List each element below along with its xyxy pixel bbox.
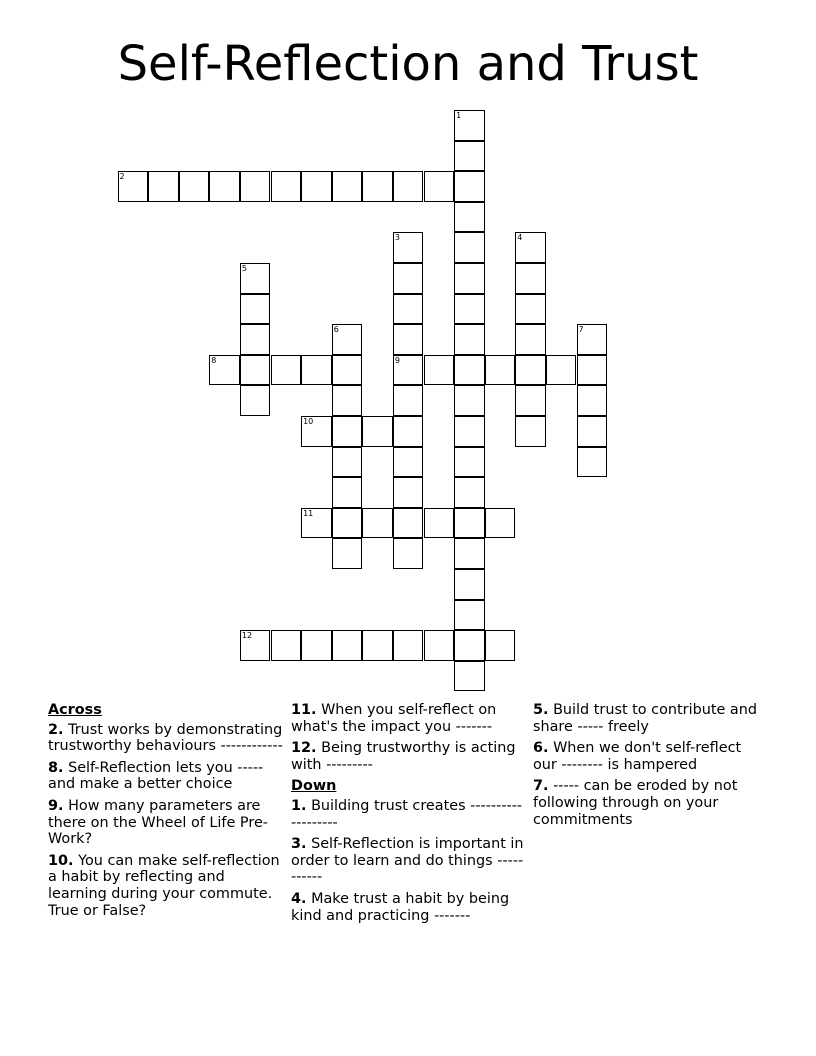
grid-cell[interactable]	[454, 477, 485, 508]
puzzle-title: Self-Reflection and Trust	[117, 36, 699, 92]
clue-number-label: 6	[333, 325, 339, 335]
grid-cell[interactable]	[454, 661, 485, 692]
grid-cell[interactable]	[454, 263, 485, 294]
clue-number: 1.	[291, 797, 307, 814]
clue-number: 10.	[48, 852, 74, 869]
clue-text: Being trustworthy is acting with ---------	[291, 740, 516, 773]
clue-number: 4.	[291, 890, 307, 907]
clue-item	[291, 836, 527, 886]
grid-cell[interactable]	[393, 416, 424, 447]
grid-cell[interactable]	[393, 447, 424, 478]
grid-cell[interactable]	[515, 232, 546, 263]
grid-cell[interactable]	[362, 630, 393, 661]
grid-cell[interactable]	[485, 508, 516, 539]
grid-cell[interactable]	[240, 385, 271, 416]
clue-number-label: 10	[303, 417, 314, 426]
grid-cell[interactable]	[454, 232, 485, 263]
clue-item	[291, 891, 527, 924]
grid-cell[interactable]	[454, 324, 485, 355]
clue-item	[48, 722, 284, 755]
grid-cell[interactable]	[454, 141, 485, 172]
grid-cell[interactable]	[454, 447, 485, 478]
grid-cell[interactable]	[271, 171, 302, 202]
clue-text: Trust works by demonstrating trustworthy behaviours ------------	[48, 721, 283, 755]
grid-cell[interactable]	[454, 385, 485, 416]
grid-cell[interactable]	[332, 447, 363, 478]
grid-cell[interactable]	[332, 630, 363, 661]
clue-number: 11.	[291, 702, 317, 718]
grid-cell[interactable]	[271, 630, 302, 661]
grid-cell[interactable]	[332, 416, 363, 447]
grid-cell[interactable]	[240, 263, 271, 294]
grid-cell[interactable]	[515, 355, 546, 386]
clue-text: Self-Reflection lets you ----- and make a better choice	[48, 759, 264, 793]
grid-cell[interactable]	[424, 355, 455, 386]
grid-cell[interactable]	[393, 538, 424, 569]
grid-cell[interactable]	[577, 416, 608, 447]
grid-cell[interactable]	[485, 355, 516, 386]
clue-item	[533, 702, 769, 735]
grid-cell[interactable]	[454, 294, 485, 325]
grid-cell[interactable]	[393, 630, 424, 661]
grid-cell[interactable]	[393, 508, 424, 539]
grid-cell[interactable]	[454, 416, 485, 447]
clue-number-label: 1	[456, 111, 462, 120]
grid-cell[interactable]	[515, 294, 546, 325]
clue-item	[48, 853, 284, 919]
grid-cell[interactable]	[332, 171, 363, 202]
grid-cell[interactable]	[393, 385, 424, 416]
clue-item	[533, 778, 769, 828]
grid-cell[interactable]	[271, 355, 302, 386]
grid-cell[interactable]	[393, 171, 424, 202]
grid-cell[interactable]	[362, 508, 393, 539]
grid-cell[interactable]	[301, 630, 332, 661]
grid-cell[interactable]	[148, 171, 179, 202]
grid-cell[interactable]	[332, 385, 363, 416]
grid-cell[interactable]	[454, 355, 485, 386]
clue-column-2	[291, 702, 527, 929]
clue-number-label: 4	[517, 233, 523, 243]
grid-cell[interactable]	[393, 263, 424, 294]
grid-cell[interactable]	[515, 416, 546, 447]
grid-cell[interactable]	[240, 294, 271, 325]
clue-number-label: 5	[241, 264, 247, 273]
clue-number: 8.	[48, 759, 64, 776]
clue-item	[533, 740, 769, 773]
clue-number: 5.	[533, 702, 549, 718]
grid-cell[interactable]	[454, 508, 485, 539]
grid-cell[interactable]	[332, 538, 363, 569]
grid-cell[interactable]	[393, 355, 424, 386]
clue-text: ----- can be eroded by not following through on your commitments	[533, 778, 738, 828]
grid-cell[interactable]	[240, 324, 271, 355]
grid-cell[interactable]	[424, 508, 455, 539]
grid-cell[interactable]	[209, 171, 240, 202]
grid-cell[interactable]	[485, 630, 516, 661]
clue-item	[291, 702, 527, 735]
grid-cell[interactable]	[301, 416, 332, 447]
grid-cell[interactable]	[577, 324, 608, 355]
clue-number: 9.	[48, 797, 64, 814]
clue-column-3	[533, 702, 769, 833]
grid-cell[interactable]	[515, 385, 546, 416]
grid-cell[interactable]	[393, 324, 424, 355]
clue-text: You can make self-reflection a habit by reflecting and learning during your commute. True or False?	[48, 852, 280, 919]
clue-number: 2.	[48, 721, 64, 738]
clue-number-label: 12	[241, 631, 253, 641]
clue-number-label: 7	[578, 325, 584, 335]
section-header-across: Across	[48, 702, 102, 718]
grid-cell[interactable]	[577, 385, 608, 416]
clue-number-label: 9	[394, 355, 400, 365]
grid-cell[interactable]	[118, 171, 149, 202]
grid-cell[interactable]	[454, 600, 485, 631]
grid-cell[interactable]	[393, 477, 424, 508]
clue-text: How many parameters are there on the Wheel of Life Pre-Work?	[48, 797, 268, 848]
grid-cell[interactable]	[301, 508, 332, 539]
grid-cell[interactable]	[454, 202, 485, 233]
clue-text: When you self-reflect on what's the impact you -------	[291, 702, 497, 735]
grid-cell[interactable]	[454, 538, 485, 569]
grid-cell[interactable]	[332, 508, 363, 539]
clue-column-1	[48, 702, 284, 924]
grid-cell[interactable]	[454, 569, 485, 600]
grid-cell[interactable]	[577, 447, 608, 478]
grid-cell[interactable]	[577, 355, 608, 386]
clue-item	[48, 760, 284, 793]
clue-text: Self-Reflection is important in order to learn and do things -----------	[291, 836, 524, 886]
grid-cell[interactable]	[332, 324, 363, 355]
grid-cell[interactable]	[362, 171, 393, 202]
grid-cell[interactable]	[454, 110, 485, 141]
grid-cell[interactable]	[424, 171, 455, 202]
clue-number-label: 8	[211, 355, 217, 365]
grid-cell[interactable]	[454, 171, 485, 202]
grid-cell[interactable]	[424, 630, 455, 661]
grid-cell[interactable]	[301, 355, 332, 386]
grid-cell[interactable]	[362, 416, 393, 447]
grid-cell[interactable]	[546, 355, 577, 386]
grid-cell[interactable]	[515, 324, 546, 355]
clue-text: Build trust to contribute and share ----- freely	[533, 702, 757, 735]
grid-cell[interactable]	[209, 355, 240, 386]
clue-number: 6.	[533, 740, 549, 757]
grid-cell[interactable]	[515, 263, 546, 294]
grid-cell[interactable]	[393, 294, 424, 325]
clue-text: Building trust creates -------------------	[291, 797, 523, 831]
grid-cell[interactable]	[240, 171, 271, 202]
grid-cell[interactable]	[332, 477, 363, 508]
clue-number: 3.	[291, 836, 307, 853]
grid-cell[interactable]	[301, 171, 332, 202]
grid-cell[interactable]	[240, 630, 271, 661]
clue-text: When we don't self-reflect our -------- is hampered	[533, 740, 742, 773]
clue-number-label: 3	[394, 233, 400, 243]
section-header-down: Down	[291, 778, 337, 795]
grid-cell[interactable]	[454, 630, 485, 661]
clue-item	[48, 798, 284, 848]
grid-cell[interactable]	[393, 232, 424, 263]
clue-text: Make trust a habit by being kind and practicing -------	[291, 890, 510, 924]
grid-cell[interactable]	[179, 171, 210, 202]
clue-number-label: 2	[119, 172, 125, 182]
clue-number: 12.	[291, 740, 317, 757]
clue-item	[291, 740, 527, 773]
clue-item	[291, 798, 527, 831]
clue-number: 7.	[533, 778, 549, 795]
grid-cell[interactable]	[240, 355, 271, 386]
grid-cell[interactable]	[332, 355, 363, 386]
clue-number-label: 11	[303, 508, 314, 518]
